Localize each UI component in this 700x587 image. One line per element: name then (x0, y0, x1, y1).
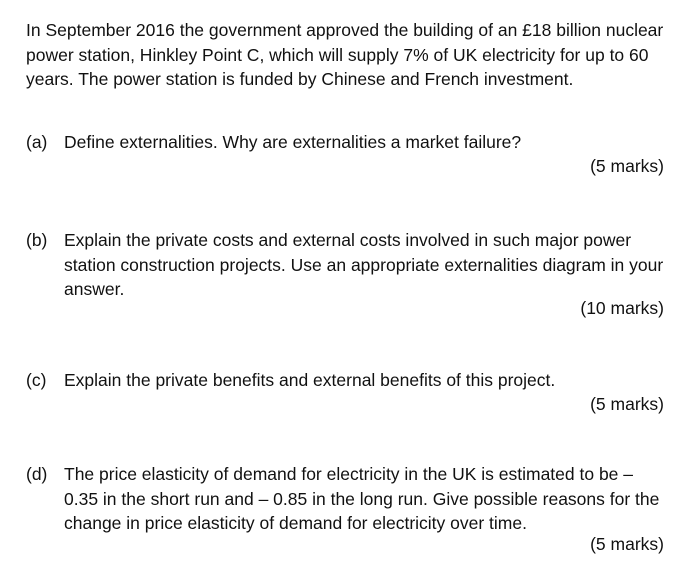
question-d-letter: (d) (26, 464, 48, 484)
question-c-marks: (5 marks) (590, 394, 664, 414)
question-a-text: Define externalities. Why are externalities a market failure? (64, 132, 522, 152)
intro-paragraph: In September 2016 the government approved the building of an £18 billion nuclear power station, Hinkley Point C, which will supply 7% of UK electricity for up to 60 years. The power station is funded by Chinese and French investment. (26, 20, 664, 89)
question-c-letter: (c) (26, 370, 47, 390)
question-a-marks: (5 marks) (590, 156, 664, 176)
question-a (26, 130, 676, 155)
question-c (26, 368, 676, 393)
question-a-letter: (a) (26, 132, 48, 152)
question-d (26, 462, 676, 536)
question-d-text: The price elasticity of demand for electricity in the UK is estimated to be – 0.35 in the short run and – 0.85 in the long run. Give possible reasons for the change in price elasticity of demand for electricity over time. (64, 464, 660, 533)
question-b-text: Explain the private costs and external costs involved in such major power station construction projects. Use an appropriate externalities diagram in your answer. (64, 230, 664, 299)
question-b (26, 228, 676, 302)
question-c-text: Explain the private benefits and external benefits of this project. (64, 370, 556, 390)
question-b-marks: (10 marks) (580, 298, 664, 318)
question-b-letter: (b) (26, 230, 48, 250)
question-d-marks: (5 marks) (590, 534, 664, 554)
